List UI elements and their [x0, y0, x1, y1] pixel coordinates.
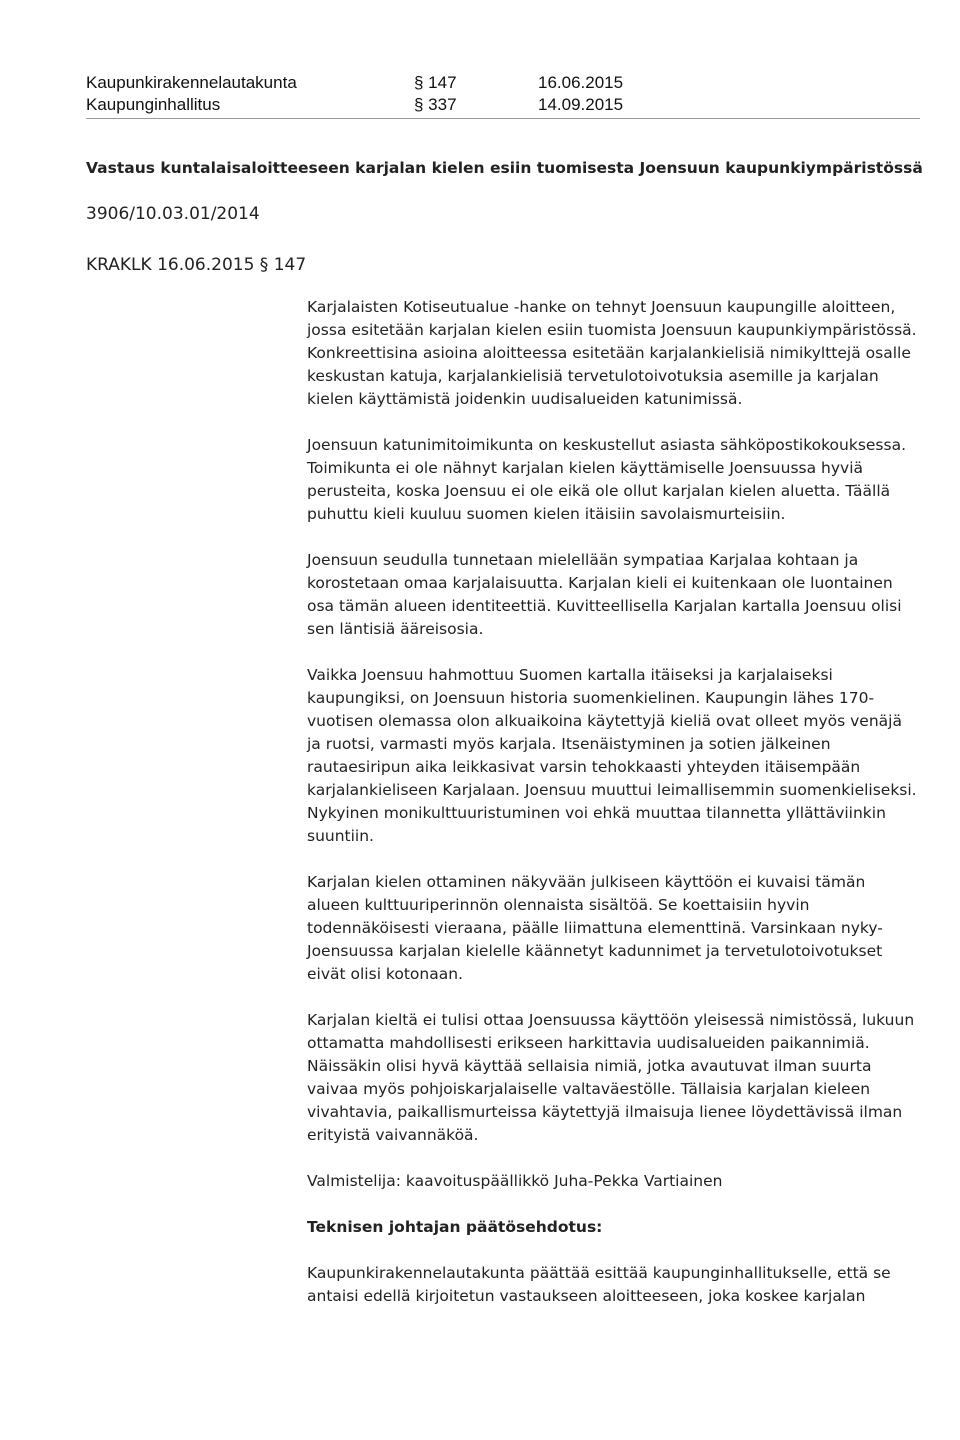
- header-row-council: [86, 94, 920, 116]
- header-date: 16.06.2015: [538, 73, 624, 92]
- document-title: Vastaus kuntalaisaloitteeseen karjalan kielen esiin tuomisesta Joensuun kaupunkiympäristössä: [86, 159, 923, 177]
- reference-number: 3906/10.03.01/2014: [86, 204, 260, 224]
- header-row-board: [86, 72, 920, 94]
- document-body: [307, 296, 917, 1308]
- header-section-number: § 337: [414, 95, 457, 114]
- body-paragraph: Vaikka Joensuu hahmottuu Suomen kartalla itäiseksi ja karjalaiseksi kaupungiksi, on Joensuun historia suomenkielinen. Kaupungin lähes 170-vuotisen olemassa olon alkuaikoina käytettyjä kieliä ovat olleet myös venäjä ja ruotsi, varmasti myös karjala. Itsenäistyminen ja sotien jälkeinen rautaesiripun aika leikkasivat varsin tehokkaasti yhteyden itäisempään karjalankieliseen Karjalaan. Joensuu muuttui leimallisemmin suomenkieliseksi. Nykyinen monikulttuuristuminen voi ehkä muuttaa tilannetta yllättäviinkin suuntiin.: [307, 666, 917, 845]
- header-divider: [86, 118, 920, 119]
- header-body-name: Kaupunkirakennelautakunta: [86, 73, 297, 92]
- body-paragraph: Joensuun seudulla tunnetaan mielellään sympatiaa Karjalaa kohtaan ja korostetaan omaa karjalaisuutta. Karjalan kieli ei kuitenkaan ole luontainen osa tämän alueen identiteettiä. Kuvitteellisella Karjalan kartalla Joensuu olisi sen läntisiä ääreisosia.: [307, 551, 902, 638]
- body-paragraph: Karjalaisten Kotiseutualue -hanke on tehnyt Joensuun kaupungille aloitteen, jossa esitetään karjalan kielen esiin tuomista Joensuun kaupunkiympäristössä. Konkreettisina asioina aloitteessa esitetään karjalankielisiä nimikylttejä osalle keskustan katuja, karjalankielisiä tervetulotoivotuksia asemille ja karjalan kielen käyttämistä joidenkin uudisalueiden katunimissä.: [307, 298, 917, 408]
- body-paragraph: Joensuun katunimitoimikunta on keskustellut asiasta sähköpostikokouksessa. Toimikunta ei ole nähnyt karjalan kielen käyttämiselle Joensuussa hyviä perusteita, koska Joensuu ei ole eikä ole ollut karjalan kielen aluetta. Täällä puhuttu kieli kuuluu suomen kielen itäisiin savolaismurteisiin.: [307, 436, 907, 523]
- body-paragraph: Karjalan kielen ottaminen näkyvään julkiseen käyttöön ei kuvaisi tämän alueen kulttuuriperinnön olennaista sisältöä. Se koettaisiin hyvin todennäköisesti vieraana, päälle liimattuna elementtinä. Varsinkaan nyky-Joensuussa karjalan kielelle käännetyt kadunnimet ja tervetulotoivotukset eivät olisi kotonaan.: [307, 873, 883, 983]
- proposal-text: Kaupunkirakennelautakunta päättää esittää kaupunginhallitukselle, että se antaisi edellä kirjoitetun vastaukseen aloitteeseen, joka koskee karjalan: [307, 1264, 891, 1305]
- preparer-line: Valmistelija: kaavoituspäällikkö Juha-Pekka Vartiainen: [307, 1172, 723, 1190]
- body-paragraph: Karjalan kieltä ei tulisi ottaa Joensuussa käyttöön yleisessä nimistössä, lukuun ottamatta mahdollisesti erikseen harkittavia uudisalueiden paikannimiä. Näissäkin olisi hyvä käyttää sellaisia nimiä, jotka avautuvat ilman suurta vaivaa myös pohjoiskarjalaiselle valtaväestölle. Tällaisia karjalan kieleen vivahtavia, paikallismurteissa käytettyjä ilmaisuja lienee löydettävissä ilman erityistä vaivannäköä.: [307, 1011, 915, 1144]
- header-body-name: Kaupunginhallitus: [86, 95, 221, 114]
- meeting-reference: KRAKLK 16.06.2015 § 147: [86, 255, 307, 275]
- header-date: 14.09.2015: [538, 95, 624, 114]
- document-header: [86, 72, 920, 116]
- proposal-heading: Teknisen johtajan päätösehdotus:: [307, 1218, 603, 1236]
- header-section-number: § 147: [414, 73, 457, 92]
